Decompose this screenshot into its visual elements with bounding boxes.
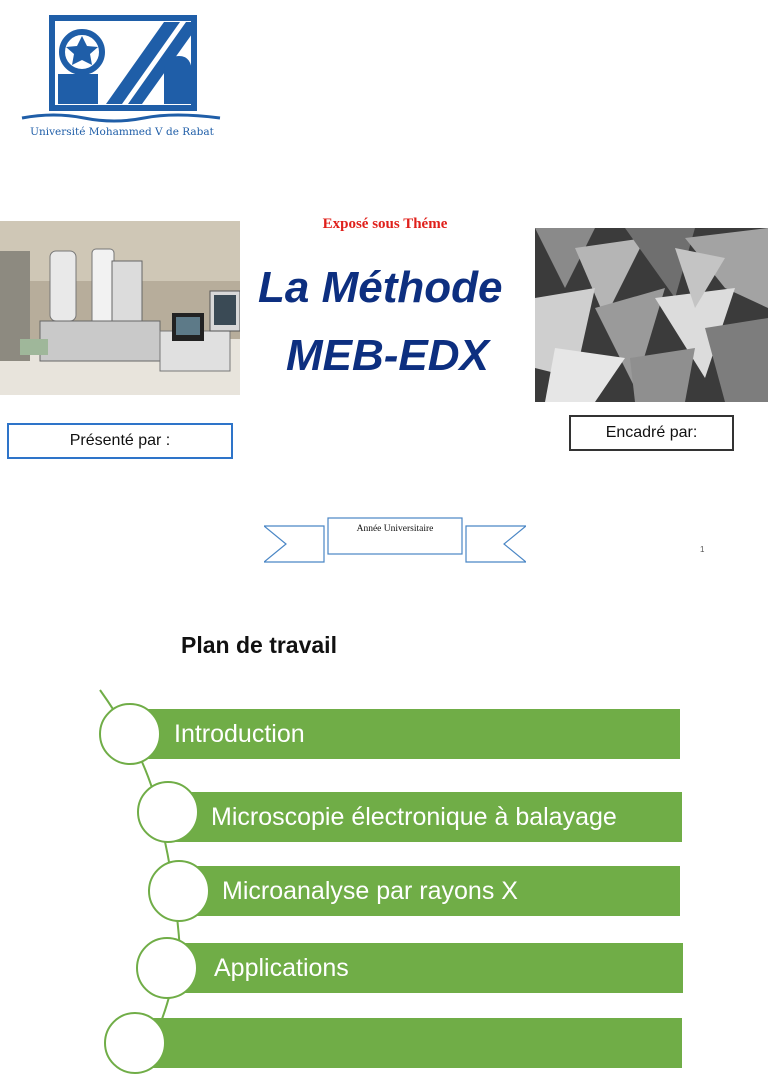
presented-by-box: Présenté par : — [7, 423, 233, 459]
university-emblem-icon — [14, 14, 230, 124]
crystal-micrograph-image — [535, 228, 768, 402]
academic-year-label: Année Universitaire — [356, 524, 434, 534]
page-number: 1 — [700, 545, 705, 554]
plan-item-xray: Microanalyse par rayons X — [188, 866, 680, 916]
cover-title-line-2: MEB-EDX — [286, 331, 489, 380]
academic-year-ribbon — [264, 516, 526, 568]
supervised-by-box: Encadré par: — [569, 415, 734, 451]
plan-bullet-4 — [136, 937, 198, 999]
cover-title-line-1: La Méthode — [258, 263, 503, 312]
cover-subtitle: Exposé sous Théme — [322, 216, 448, 232]
university-logo — [14, 14, 230, 144]
university-name: Université Mohammed V de Rabat — [30, 126, 214, 138]
plan-bullet-5 — [104, 1012, 166, 1074]
sem-instrument-photo — [0, 221, 240, 395]
plan-item-applications: Applications — [176, 943, 683, 993]
plan-bullet-3 — [148, 860, 210, 922]
plan-bullet-2 — [137, 781, 199, 843]
plan-item-next — [130, 1018, 682, 1068]
plan-item-sem: Microscopie électronique à balayage — [175, 792, 682, 842]
plan-title: Plan de travail — [181, 632, 337, 658]
plan-bullet-1 — [99, 703, 161, 765]
plan-item-introduction: Introduction — [120, 709, 680, 759]
